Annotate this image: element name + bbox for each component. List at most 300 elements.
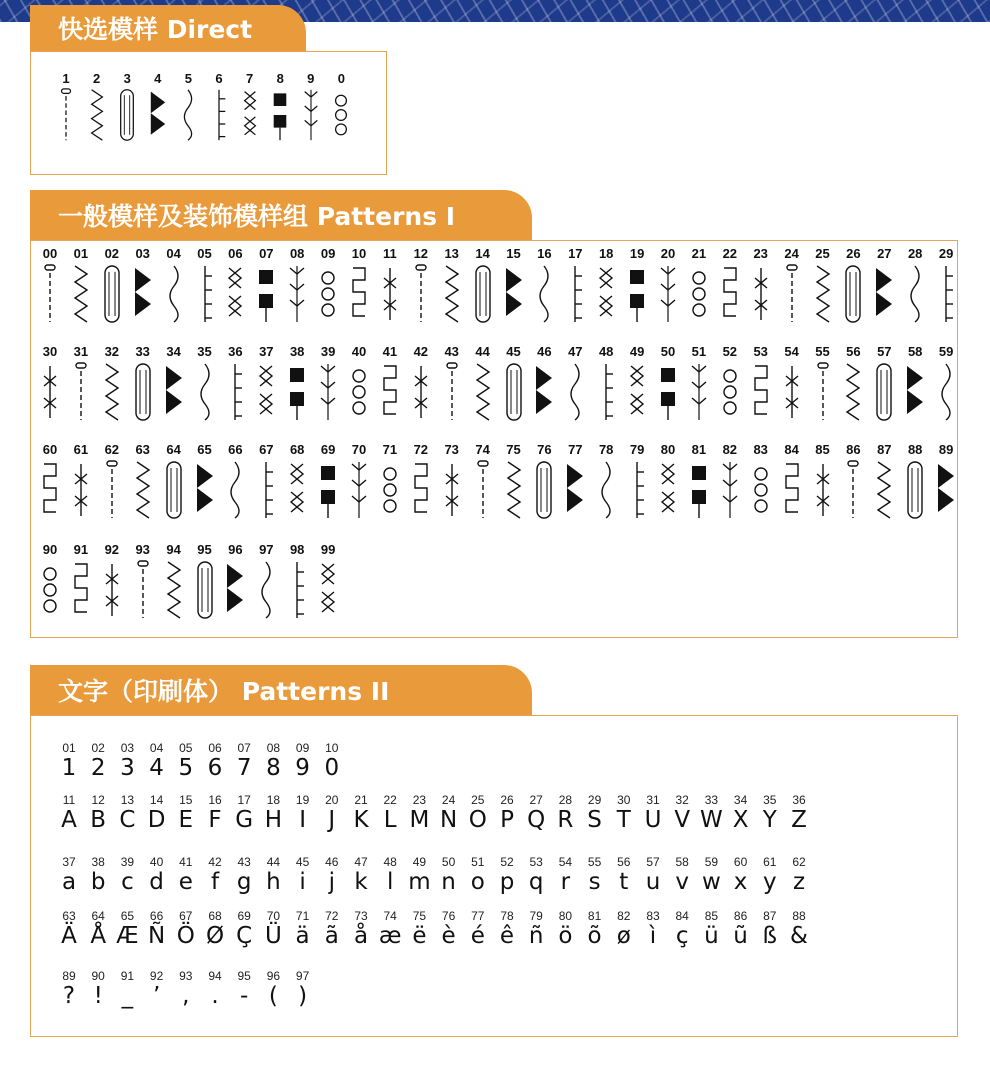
letter-pattern-number: 08	[266, 741, 281, 755]
letter-pattern-number: 33	[704, 793, 719, 807]
letter-pattern-number: 15	[179, 793, 193, 807]
stitch-pattern-icon	[442, 457, 462, 523]
letter-pattern-char: u	[645, 869, 661, 895]
pattern-23	[747, 247, 775, 327]
pattern-number: 40	[351, 344, 367, 359]
letter-pattern-28	[551, 794, 579, 833]
pattern-number: 87	[877, 442, 892, 457]
stitch-pattern-icon	[71, 261, 91, 327]
direct-pattern-6	[206, 72, 232, 144]
letter-pattern-number: 88	[792, 909, 806, 923]
pattern-number: 7	[245, 71, 254, 86]
pattern-61	[67, 443, 95, 523]
pattern-95	[191, 543, 219, 623]
letter-pattern-number: 21	[354, 793, 368, 807]
pattern-02	[98, 247, 126, 327]
pattern-number: 08	[289, 246, 305, 261]
letter-pattern-56	[610, 856, 638, 895]
stitch-pattern-icon	[271, 86, 289, 144]
pattern-47	[561, 345, 589, 425]
patterns2-section-tab	[30, 665, 532, 715]
letter-pattern-12	[84, 794, 112, 833]
letter-pattern-char: B	[90, 807, 107, 833]
pattern-15	[500, 247, 528, 327]
letter-pattern-char: K	[353, 807, 369, 833]
stitch-pattern-icon	[241, 86, 259, 144]
letter-pattern-char: 0	[324, 755, 340, 781]
pattern-17	[561, 247, 589, 327]
pattern-59	[932, 345, 960, 425]
pattern-36	[221, 345, 249, 425]
patterns1-section-title: 一般模样及装饰模样组 Patterns I	[58, 202, 456, 231]
letter-pattern-char: æ	[378, 923, 402, 949]
direct-section-tab	[30, 5, 306, 51]
letter-pattern-number: 49	[412, 855, 427, 869]
pattern-number: 00	[42, 246, 58, 261]
pattern-number: 96	[228, 542, 243, 557]
letter-pattern-number: 94	[208, 969, 222, 983]
pattern-number: 68	[289, 442, 305, 457]
stitch-pattern-icon	[534, 457, 554, 523]
stitch-pattern-icon	[179, 86, 197, 144]
letter-pattern-char: ũ	[733, 923, 748, 949]
letter-pattern-82	[610, 910, 638, 949]
stitch-pattern-icon	[225, 457, 245, 523]
pattern-number: 78	[598, 442, 614, 457]
pattern-number: 73	[444, 442, 459, 457]
pattern-62	[98, 443, 126, 523]
pattern-77	[561, 443, 589, 523]
letter-pattern-number: 46	[325, 855, 339, 869]
letter-pattern-char: F	[208, 807, 222, 833]
letter-pattern-number: 57	[646, 855, 660, 869]
pattern-05	[191, 247, 219, 327]
letter-pattern-number: 66	[149, 909, 164, 923]
stitch-pattern-icon	[380, 261, 400, 327]
pattern-number: 17	[568, 246, 583, 261]
pattern-16	[530, 247, 558, 327]
pattern-number: 01	[73, 246, 89, 261]
stitch-pattern-icon	[565, 359, 585, 425]
pattern-07	[252, 247, 280, 327]
letter-pattern-number: 82	[617, 909, 631, 923]
letter-pattern-92	[143, 970, 171, 1009]
letter-pattern-number: 47	[354, 855, 368, 869]
letter-pattern-72	[318, 910, 346, 949]
stitch-pattern-icon	[658, 261, 678, 327]
letter-pattern-10	[318, 742, 346, 781]
pattern-06	[221, 247, 249, 327]
letter-pattern-char: O	[468, 807, 487, 833]
stitch-pattern-icon	[596, 457, 616, 523]
letter-pattern-number: 95	[237, 969, 251, 983]
stitch-pattern-icon	[534, 261, 554, 327]
letter-pattern-68	[201, 910, 229, 949]
pattern-90	[36, 543, 64, 623]
letter-pattern-number: 29	[587, 793, 602, 807]
letter-pattern-number: 25	[471, 793, 485, 807]
letter-pattern-char: G	[235, 807, 254, 833]
letter-pattern-char: w	[701, 869, 721, 895]
letter-pattern-29	[581, 794, 609, 833]
pattern-number: 94	[166, 542, 181, 557]
letter-pattern-93	[172, 970, 200, 1009]
letter-pattern-69	[230, 910, 258, 949]
letter-pattern-01	[55, 742, 83, 781]
letter-pattern-char: I	[299, 807, 306, 833]
stitch-pattern-icon	[71, 359, 91, 425]
pattern-09	[314, 247, 342, 327]
letter-pattern-number: 44	[266, 855, 281, 869]
pattern-number: 3	[123, 71, 131, 86]
pattern-70	[345, 443, 373, 523]
letter-pattern-char: E	[178, 807, 194, 833]
letter-pattern-char: b	[90, 869, 106, 895]
letter-pattern-number: 37	[62, 855, 76, 869]
letter-pattern-char: v	[675, 869, 689, 895]
stitch-pattern-icon	[318, 557, 338, 623]
pattern-84	[778, 443, 806, 523]
letter-pattern-char: J	[328, 807, 336, 833]
stitch-pattern-icon	[102, 457, 122, 523]
stitch-pattern-icon	[658, 457, 678, 523]
pattern-99	[314, 543, 342, 623]
letter-pattern-char: ä	[295, 923, 310, 949]
pattern-number: 91	[73, 542, 89, 557]
pattern-number: 72	[413, 442, 429, 457]
letter-pattern-88	[785, 910, 813, 949]
letter-pattern-80	[551, 910, 579, 949]
letter-pattern-66	[143, 910, 171, 949]
pattern-37	[252, 345, 280, 425]
letter-pattern-number: 01	[62, 741, 76, 755]
pattern-number: 10	[351, 246, 367, 261]
letter-pattern-char: C	[119, 807, 136, 833]
letter-pattern-39	[113, 856, 141, 895]
pattern-number: 11	[383, 246, 397, 261]
letter-pattern-char: Æ	[116, 923, 139, 949]
letter-pattern-char: W	[700, 807, 723, 833]
letter-pattern-number: 83	[646, 909, 660, 923]
pattern-number: 60	[42, 442, 58, 457]
pattern-number: 39	[320, 344, 336, 359]
letter-pattern-02	[84, 742, 112, 781]
pattern-number: 89	[938, 442, 954, 457]
pattern-number: 43	[444, 344, 459, 359]
letter-pattern-40	[143, 856, 171, 895]
letter-pattern-number: 27	[529, 793, 543, 807]
stitch-pattern-icon	[256, 457, 276, 523]
letter-pattern-char: å	[353, 923, 369, 949]
stitch-pattern-icon	[689, 457, 709, 523]
pattern-18	[592, 247, 620, 327]
pattern-94	[160, 543, 188, 623]
pattern-number: 90	[42, 542, 58, 557]
pattern-number: 36	[228, 344, 243, 359]
letter-pattern-number: 79	[529, 909, 543, 923]
stitch-pattern-icon	[380, 457, 400, 523]
stitch-pattern-icon	[411, 359, 431, 425]
pattern-number: 5	[184, 71, 192, 86]
letter-pattern-char: ’	[152, 983, 161, 1009]
pattern-22	[716, 247, 744, 327]
stitch-pattern-icon	[720, 457, 740, 523]
pattern-46	[530, 345, 558, 425]
stitch-pattern-icon	[302, 86, 320, 144]
letter-pattern-number: 11	[62, 793, 76, 807]
stitch-pattern-icon	[936, 359, 956, 425]
letter-pattern-70	[259, 910, 287, 949]
pattern-number: 55	[815, 344, 830, 359]
stitch-pattern-icon	[442, 261, 462, 327]
stitch-pattern-icon	[936, 261, 956, 327]
pattern-number: 13	[444, 246, 459, 261]
letter-pattern-char: ç	[675, 923, 689, 949]
letter-pattern-char: m	[408, 869, 431, 895]
pattern-76	[530, 443, 558, 523]
letter-pattern-char: i	[299, 869, 306, 895]
pattern-33	[129, 345, 157, 425]
pattern-83	[747, 443, 775, 523]
letter-pattern-06	[201, 742, 229, 781]
letter-pattern-char: o	[470, 869, 485, 895]
pattern-63	[129, 443, 157, 523]
stitch-pattern-icon	[905, 359, 925, 425]
letter-pattern-number: 24	[441, 793, 456, 807]
stitch-pattern-icon	[565, 457, 585, 523]
letter-pattern-43	[230, 856, 258, 895]
pattern-53	[747, 345, 775, 425]
letter-pattern-36	[785, 794, 813, 833]
letter-pattern-number: 90	[91, 969, 105, 983]
letter-pattern-number: 42	[208, 855, 222, 869]
pattern-74	[469, 443, 497, 523]
letter-pattern-char: ,	[182, 983, 190, 1009]
stitch-pattern-icon	[71, 457, 91, 523]
letter-pattern-23	[405, 794, 433, 833]
stitch-pattern-icon	[102, 261, 122, 327]
letter-pattern-char: r	[560, 869, 571, 895]
pattern-number: 95	[197, 542, 212, 557]
pattern-45	[500, 345, 528, 425]
direct-pattern-5	[175, 72, 201, 144]
pattern-68	[283, 443, 311, 523]
pattern-number: 12	[413, 246, 429, 261]
stitch-pattern-icon	[102, 557, 122, 623]
letter-pattern-17	[230, 794, 258, 833]
letter-pattern-char: ì	[649, 923, 657, 949]
pattern-71	[376, 443, 404, 523]
letter-pattern-number: 12	[91, 793, 105, 807]
letter-pattern-number: 67	[179, 909, 193, 923]
pattern-number: 4	[154, 71, 162, 86]
letter-pattern-26	[493, 794, 521, 833]
stitch-pattern-icon	[195, 359, 215, 425]
letter-pattern-char: è	[441, 923, 456, 949]
stitch-pattern-icon	[57, 86, 75, 144]
pattern-number: 84	[784, 442, 799, 457]
stitch-pattern-icon	[133, 359, 153, 425]
pattern-number: 44	[475, 344, 490, 359]
letter-pattern-char: d	[149, 869, 164, 895]
letter-pattern-number: 41	[179, 855, 193, 869]
stitch-pattern-icon	[287, 359, 307, 425]
patterns2-panel	[30, 715, 958, 1037]
stitch-pattern-icon	[874, 359, 894, 425]
pattern-number: 97	[259, 542, 274, 557]
letter-pattern-char: Y	[762, 807, 777, 833]
pattern-32	[98, 345, 126, 425]
pattern-number: 16	[537, 246, 552, 261]
letter-pattern-number: 81	[587, 909, 602, 923]
letter-pattern-number: 19	[295, 793, 310, 807]
letter-pattern-35	[756, 794, 784, 833]
stitch-pattern-icon	[534, 359, 554, 425]
pattern-26	[839, 247, 867, 327]
letter-pattern-number: 45	[295, 855, 310, 869]
letter-pattern-54	[551, 856, 579, 895]
stitch-pattern-icon	[349, 261, 369, 327]
pattern-number: 21	[691, 246, 707, 261]
letter-pattern-27	[522, 794, 550, 833]
pattern-number: 83	[753, 442, 768, 457]
pattern-38	[283, 345, 311, 425]
letter-pattern-05	[172, 742, 200, 781]
letter-pattern-48	[376, 856, 404, 895]
pattern-52	[716, 345, 744, 425]
letter-pattern-number: 72	[325, 909, 339, 923]
stitch-pattern-icon	[256, 359, 276, 425]
direct-section-title: 快选模样 Direct	[58, 15, 253, 44]
pattern-number: 57	[877, 344, 892, 359]
letter-pattern-char: R	[557, 807, 574, 833]
letter-pattern-number: 50	[441, 855, 456, 869]
letter-pattern-char: ö	[558, 923, 573, 949]
pattern-number: 86	[846, 442, 861, 457]
letter-pattern-number: 64	[91, 909, 105, 923]
letter-pattern-number: 54	[558, 855, 573, 869]
stitch-pattern-icon	[627, 457, 647, 523]
letter-pattern-number: 62	[792, 855, 806, 869]
stitch-pattern-icon	[102, 359, 122, 425]
pattern-88	[901, 443, 929, 523]
pattern-39	[314, 345, 342, 425]
letter-pattern-char: 7	[236, 755, 252, 781]
stitch-pattern-icon	[40, 557, 60, 623]
letter-pattern-char: Ø	[205, 923, 225, 949]
pattern-number: 28	[907, 246, 923, 261]
pattern-89	[932, 443, 960, 523]
pattern-number: 9	[307, 71, 315, 86]
pattern-number: 49	[629, 344, 645, 359]
pattern-number: 32	[104, 344, 120, 359]
letter-pattern-char: 5	[178, 755, 194, 781]
direct-pattern-1	[53, 72, 79, 144]
stitch-pattern-icon	[473, 359, 493, 425]
letter-pattern-char: L	[383, 807, 397, 833]
stitch-pattern-icon	[565, 261, 585, 327]
pattern-number: 29	[938, 246, 954, 261]
letter-pattern-87	[756, 910, 784, 949]
pattern-number: 27	[877, 246, 892, 261]
letter-pattern-33	[697, 794, 725, 833]
stitch-pattern-icon	[256, 261, 276, 327]
letter-pattern-59	[697, 856, 725, 895]
letter-pattern-char: 9	[295, 755, 310, 781]
letter-pattern-08	[259, 742, 287, 781]
pattern-number: 42	[413, 344, 429, 359]
letter-pattern-25	[464, 794, 492, 833]
letter-pattern-44	[259, 856, 287, 895]
pattern-42	[407, 345, 435, 425]
pattern-number: 8	[276, 71, 284, 86]
letter-pattern-number: 53	[529, 855, 543, 869]
letter-pattern-char: D	[147, 807, 166, 833]
letter-pattern-number: 59	[704, 855, 719, 869]
letter-pattern-char: S	[587, 807, 602, 833]
letter-pattern-45	[289, 856, 317, 895]
pattern-number: 74	[475, 442, 490, 457]
pattern-85	[809, 443, 837, 523]
letter-pattern-char: p	[499, 869, 515, 895]
letter-pattern-73	[347, 910, 375, 949]
letter-pattern-97	[289, 970, 317, 1009]
direct-pattern-2	[84, 72, 110, 144]
letter-pattern-number: 76	[441, 909, 456, 923]
letter-pattern-89	[55, 970, 83, 1009]
pattern-79	[623, 443, 651, 523]
pattern-number: 66	[228, 442, 243, 457]
pattern-number: 64	[166, 442, 181, 457]
stitch-pattern-icon	[225, 359, 245, 425]
letter-pattern-char: õ	[587, 923, 602, 949]
direct-pattern-9	[298, 72, 324, 144]
pattern-number: 1	[62, 71, 70, 86]
letter-pattern-81	[581, 910, 609, 949]
pattern-number: 04	[166, 246, 181, 261]
stitch-pattern-icon	[40, 457, 60, 523]
pattern-number: 19	[629, 246, 645, 261]
letter-pattern-number: 07	[237, 741, 251, 755]
stitch-pattern-icon	[380, 359, 400, 425]
stitch-pattern-icon	[164, 457, 184, 523]
pattern-number: 50	[660, 344, 676, 359]
pattern-number: 99	[320, 542, 336, 557]
pattern-24	[778, 247, 806, 327]
letter-pattern-number: 85	[704, 909, 719, 923]
letter-pattern-char: y	[762, 869, 777, 895]
pattern-44	[469, 345, 497, 425]
letter-pattern-57	[639, 856, 667, 895]
letter-pattern-58	[668, 856, 696, 895]
patterns2-section-title: 文字（印刷体） Patterns II	[58, 677, 390, 706]
letter-pattern-number: 39	[120, 855, 135, 869]
stitch-pattern-icon	[596, 359, 616, 425]
stitch-pattern-icon	[149, 86, 167, 144]
letter-pattern-char: V	[674, 807, 691, 833]
letter-pattern-number: 31	[646, 793, 660, 807]
stitch-pattern-icon	[210, 86, 228, 144]
pattern-49	[623, 345, 651, 425]
letter-pattern-char: f	[210, 869, 220, 895]
letter-pattern-char: z	[792, 869, 806, 895]
letter-pattern-number: 14	[149, 793, 164, 807]
letter-pattern-number: 75	[412, 909, 427, 923]
stitch-pattern-icon	[164, 359, 184, 425]
letter-pattern-char: j	[328, 869, 335, 895]
letter-pattern-char: n	[441, 869, 456, 895]
letter-pattern-83	[639, 910, 667, 949]
